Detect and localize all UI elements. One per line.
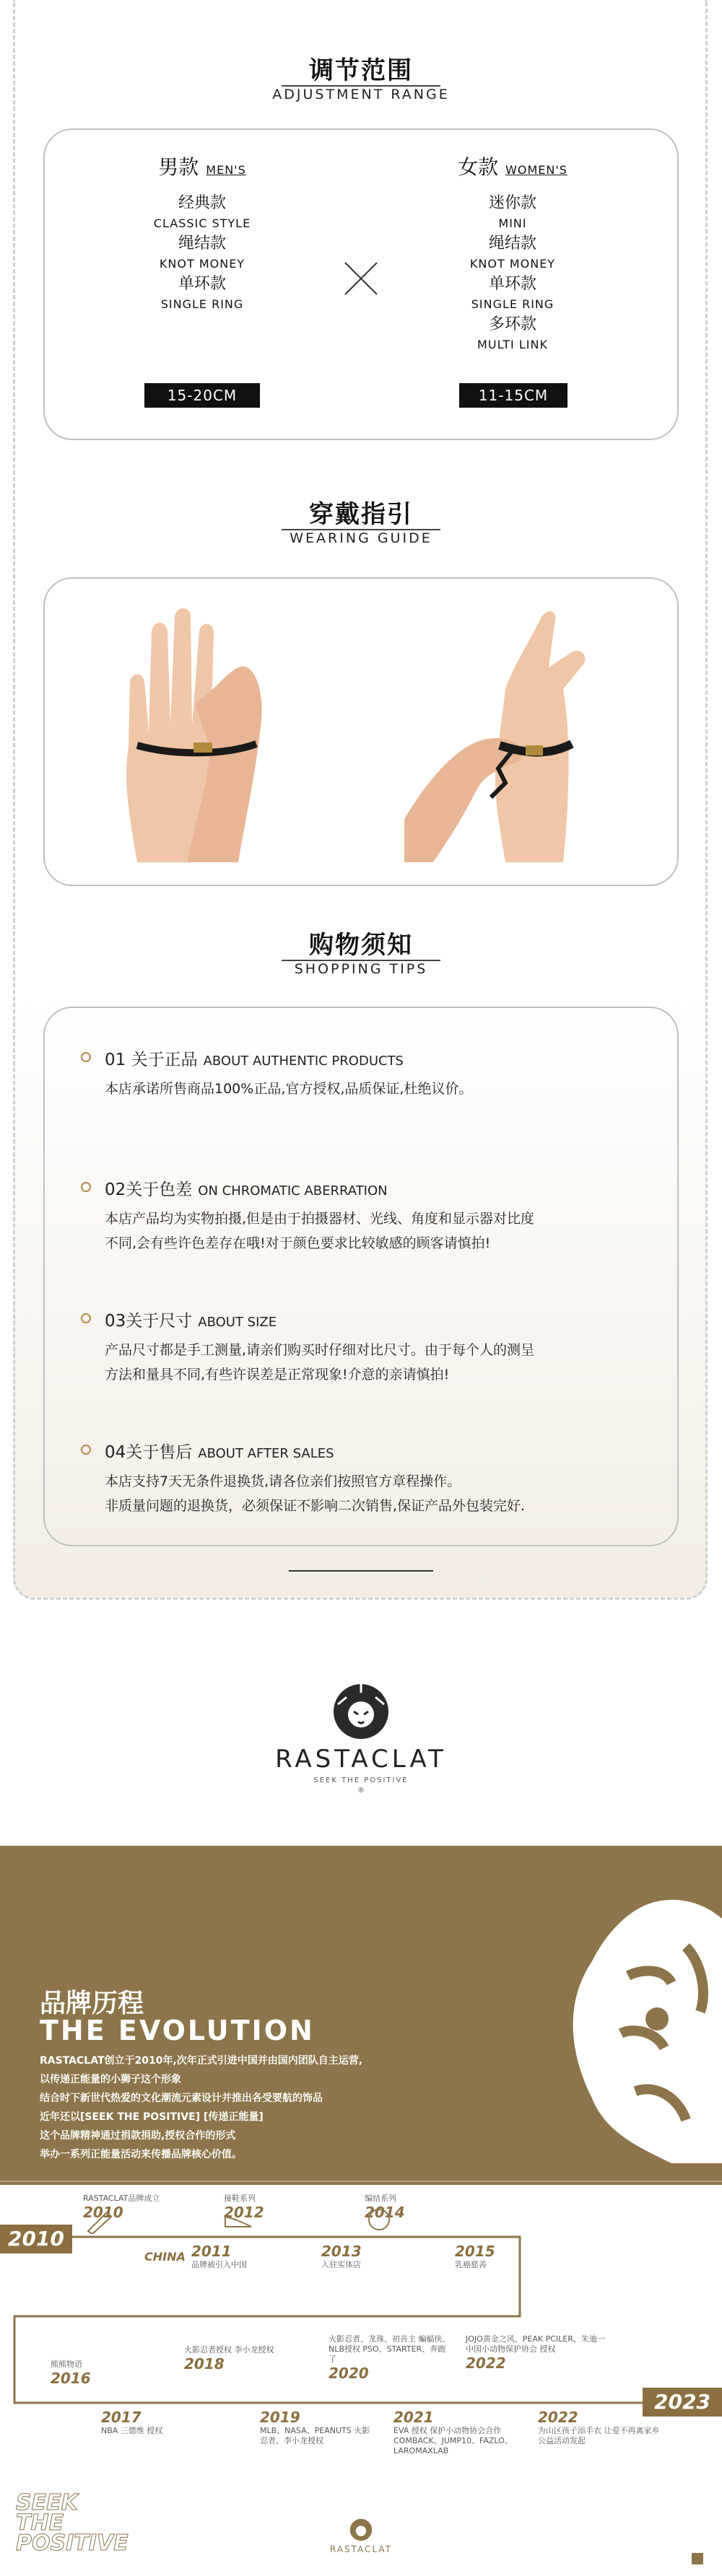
- women-item: 单环款: [488, 275, 536, 293]
- women-heading: 女款 WOMEN'S: [458, 155, 567, 179]
- milestone: 接鞋系列 2012: [224, 2194, 264, 2221]
- women-item: 多环款: [488, 315, 536, 333]
- adjustment-subtitle: ADJUSTMENT RANGE: [272, 87, 450, 102]
- milestone: 2011 品牌被引入中国: [191, 2243, 247, 2269]
- men-item: SINGLE RING: [160, 297, 244, 311]
- hand-putting-on-bracelet-image: [108, 603, 282, 862]
- registered-mark: ®: [357, 1787, 365, 1795]
- shoe-icon: [224, 2209, 253, 2231]
- men-size-label: 15-20CM: [144, 383, 260, 408]
- adjustment-title: 调节范围: [309, 56, 413, 85]
- shopping-subtitle: SHOPPING TIPS: [294, 961, 428, 977]
- brand-name: RASTACLAT: [275, 1745, 447, 1774]
- tip-heading: 03关于尺寸 ABOUT SIZE: [105, 1312, 277, 1331]
- milestone: 2021 EVA 授权 保护小动物协会合作 COMBACK、JUMP10、FAZLO、LAROMAXLAB: [393, 2409, 513, 2455]
- milestone: 2022 为山区孩子添手衣 让爱不再离家乡 公益活动发起: [538, 2409, 660, 2445]
- men-item: CLASSIC STYLE: [153, 216, 251, 230]
- milestone: 编结系列 2014: [365, 2194, 405, 2221]
- rocket-icon: [85, 2209, 114, 2234]
- men-item: 绳结款: [178, 235, 226, 253]
- timeline-end-year: 2023: [643, 2388, 722, 2417]
- bullet-icon: [81, 1182, 91, 1192]
- milestone: 熊熊物语 2016: [51, 2360, 91, 2387]
- tip-heading: 02关于色差 ON CHROMATIC ABERRATION: [105, 1180, 388, 1199]
- bullet-icon: [81, 1445, 91, 1455]
- wearing-title: 穿戴指引: [309, 500, 413, 529]
- men-column: [94, 157, 310, 315]
- women-column: [404, 157, 621, 355]
- evolution-title-zh: 品牌历程: [40, 1989, 144, 2018]
- milestone: 2017 NBA 三德维 授权: [101, 2409, 163, 2435]
- tip-heading: 01 关于正品 ABOUT AUTHENTIC PRODUCTS: [105, 1051, 404, 1069]
- tip-body: 本店承诺所售商品100%正品,官方授权,品质保证,杜绝议价。: [105, 1081, 473, 1097]
- footer-brand-name: RASTACLAT: [329, 2544, 393, 2554]
- women-item: 迷你款: [488, 194, 536, 212]
- bottom-divider: [289, 1570, 433, 1572]
- bullet-icon: [81, 1313, 91, 1323]
- bullet-icon: [81, 1052, 91, 1062]
- times-icon: [342, 260, 380, 297]
- tip-heading: 04关于售后 ABOUT AFTER SALES: [105, 1443, 334, 1462]
- lion-logo-icon: [332, 1683, 390, 1740]
- men-heading: 男款 MEN'S: [158, 155, 246, 179]
- milestone: 2013 入驻实体店: [321, 2243, 362, 2269]
- women-item: MULTI LINK: [477, 338, 548, 351]
- brand-slogan: SEEK THE POSITIVE: [313, 1777, 409, 1784]
- tip-body: 本店产品均为实物拍摄,但是由于拍摄器材、光线、角度和显示器对比度 不同,会有些许色差存在哦!对于颜色要求比较敏感的顾客请慎拍!: [105, 1211, 535, 1251]
- tip-body: 产品尺寸都是手工测量,请亲们购买时仔细对比尺寸。由于每个人的测呈 方法和量具不同,有些许误差是正常现象!介意的亲请慎拍!: [105, 1342, 535, 1383]
- milestone: RASTACLAT品牌成立 2010: [83, 2194, 160, 2221]
- wearing-subtitle: WEARING GUIDE: [290, 530, 432, 546]
- evolution-title-en: THE EVOLUTION: [40, 2015, 315, 2046]
- men-item: 单环款: [178, 275, 226, 293]
- timeline-start-year: 2010: [0, 2225, 72, 2253]
- women-item: SINGLE RING: [471, 297, 554, 311]
- men-item: 经典款: [178, 194, 226, 212]
- footer-lion-logo-icon: [349, 2518, 373, 2541]
- corner-square: [692, 2553, 703, 2564]
- lion-silhouette-image: [563, 1889, 722, 2163]
- shopping-title: 购物须知: [309, 931, 413, 960]
- women-item: MINI: [498, 216, 527, 230]
- hand-tightening-bracelet-image: [404, 603, 621, 862]
- milestone: 火影忍者、龙珠、初音主 蝙蝠侠、NLB授权 PSO、STARTER、奔跑了 2020: [329, 2334, 451, 2382]
- china-label: CHINA: [144, 2250, 186, 2264]
- milestone: 2019 MLB、NASA、PEANUTS 火影忍者、李小龙授权: [260, 2409, 370, 2445]
- milestone: JOJO黄金之风、PEAK PCILER、朱迪一 中国小动物保护协会 授权 2022: [466, 2334, 605, 2372]
- milestone: 火影忍者授权 李小龙授权 2018: [184, 2345, 274, 2373]
- milestone: 2015 乳癌慈善: [455, 2243, 495, 2269]
- women-size-label: 11-15CM: [459, 383, 567, 408]
- women-item: 绳结款: [488, 235, 536, 253]
- tip-body: 本店支持7天无条件退换货,请各位亲们按照官方章程操作。 非质量问题的退换货，必须保证不影响二次销售,保证产品外包装完好.: [105, 1473, 526, 1514]
- bracelet-icon: [365, 2207, 393, 2233]
- women-item: KNOT MONEY: [469, 257, 556, 271]
- evolution-paragraph: RASTACLAT创立于2010年,次年正式引进中国并由国内团队自主运营, 以传递正能量的小狮子这个形象 结合时下新世代热爱的文化潮流元素设计并推出各受要航的饰品 近年还以[SEEK THE POSITIVE] [传递正能量] 这个品牌精神通过捐款捐助,授权合作的形式 举办一系列正能量活动来传播品牌核心价值。: [40, 2055, 363, 2160]
- men-item: KNOT MONEY: [159, 257, 245, 271]
- footer-slogan: SEEK THE POSITIVE: [16, 2490, 129, 2556]
